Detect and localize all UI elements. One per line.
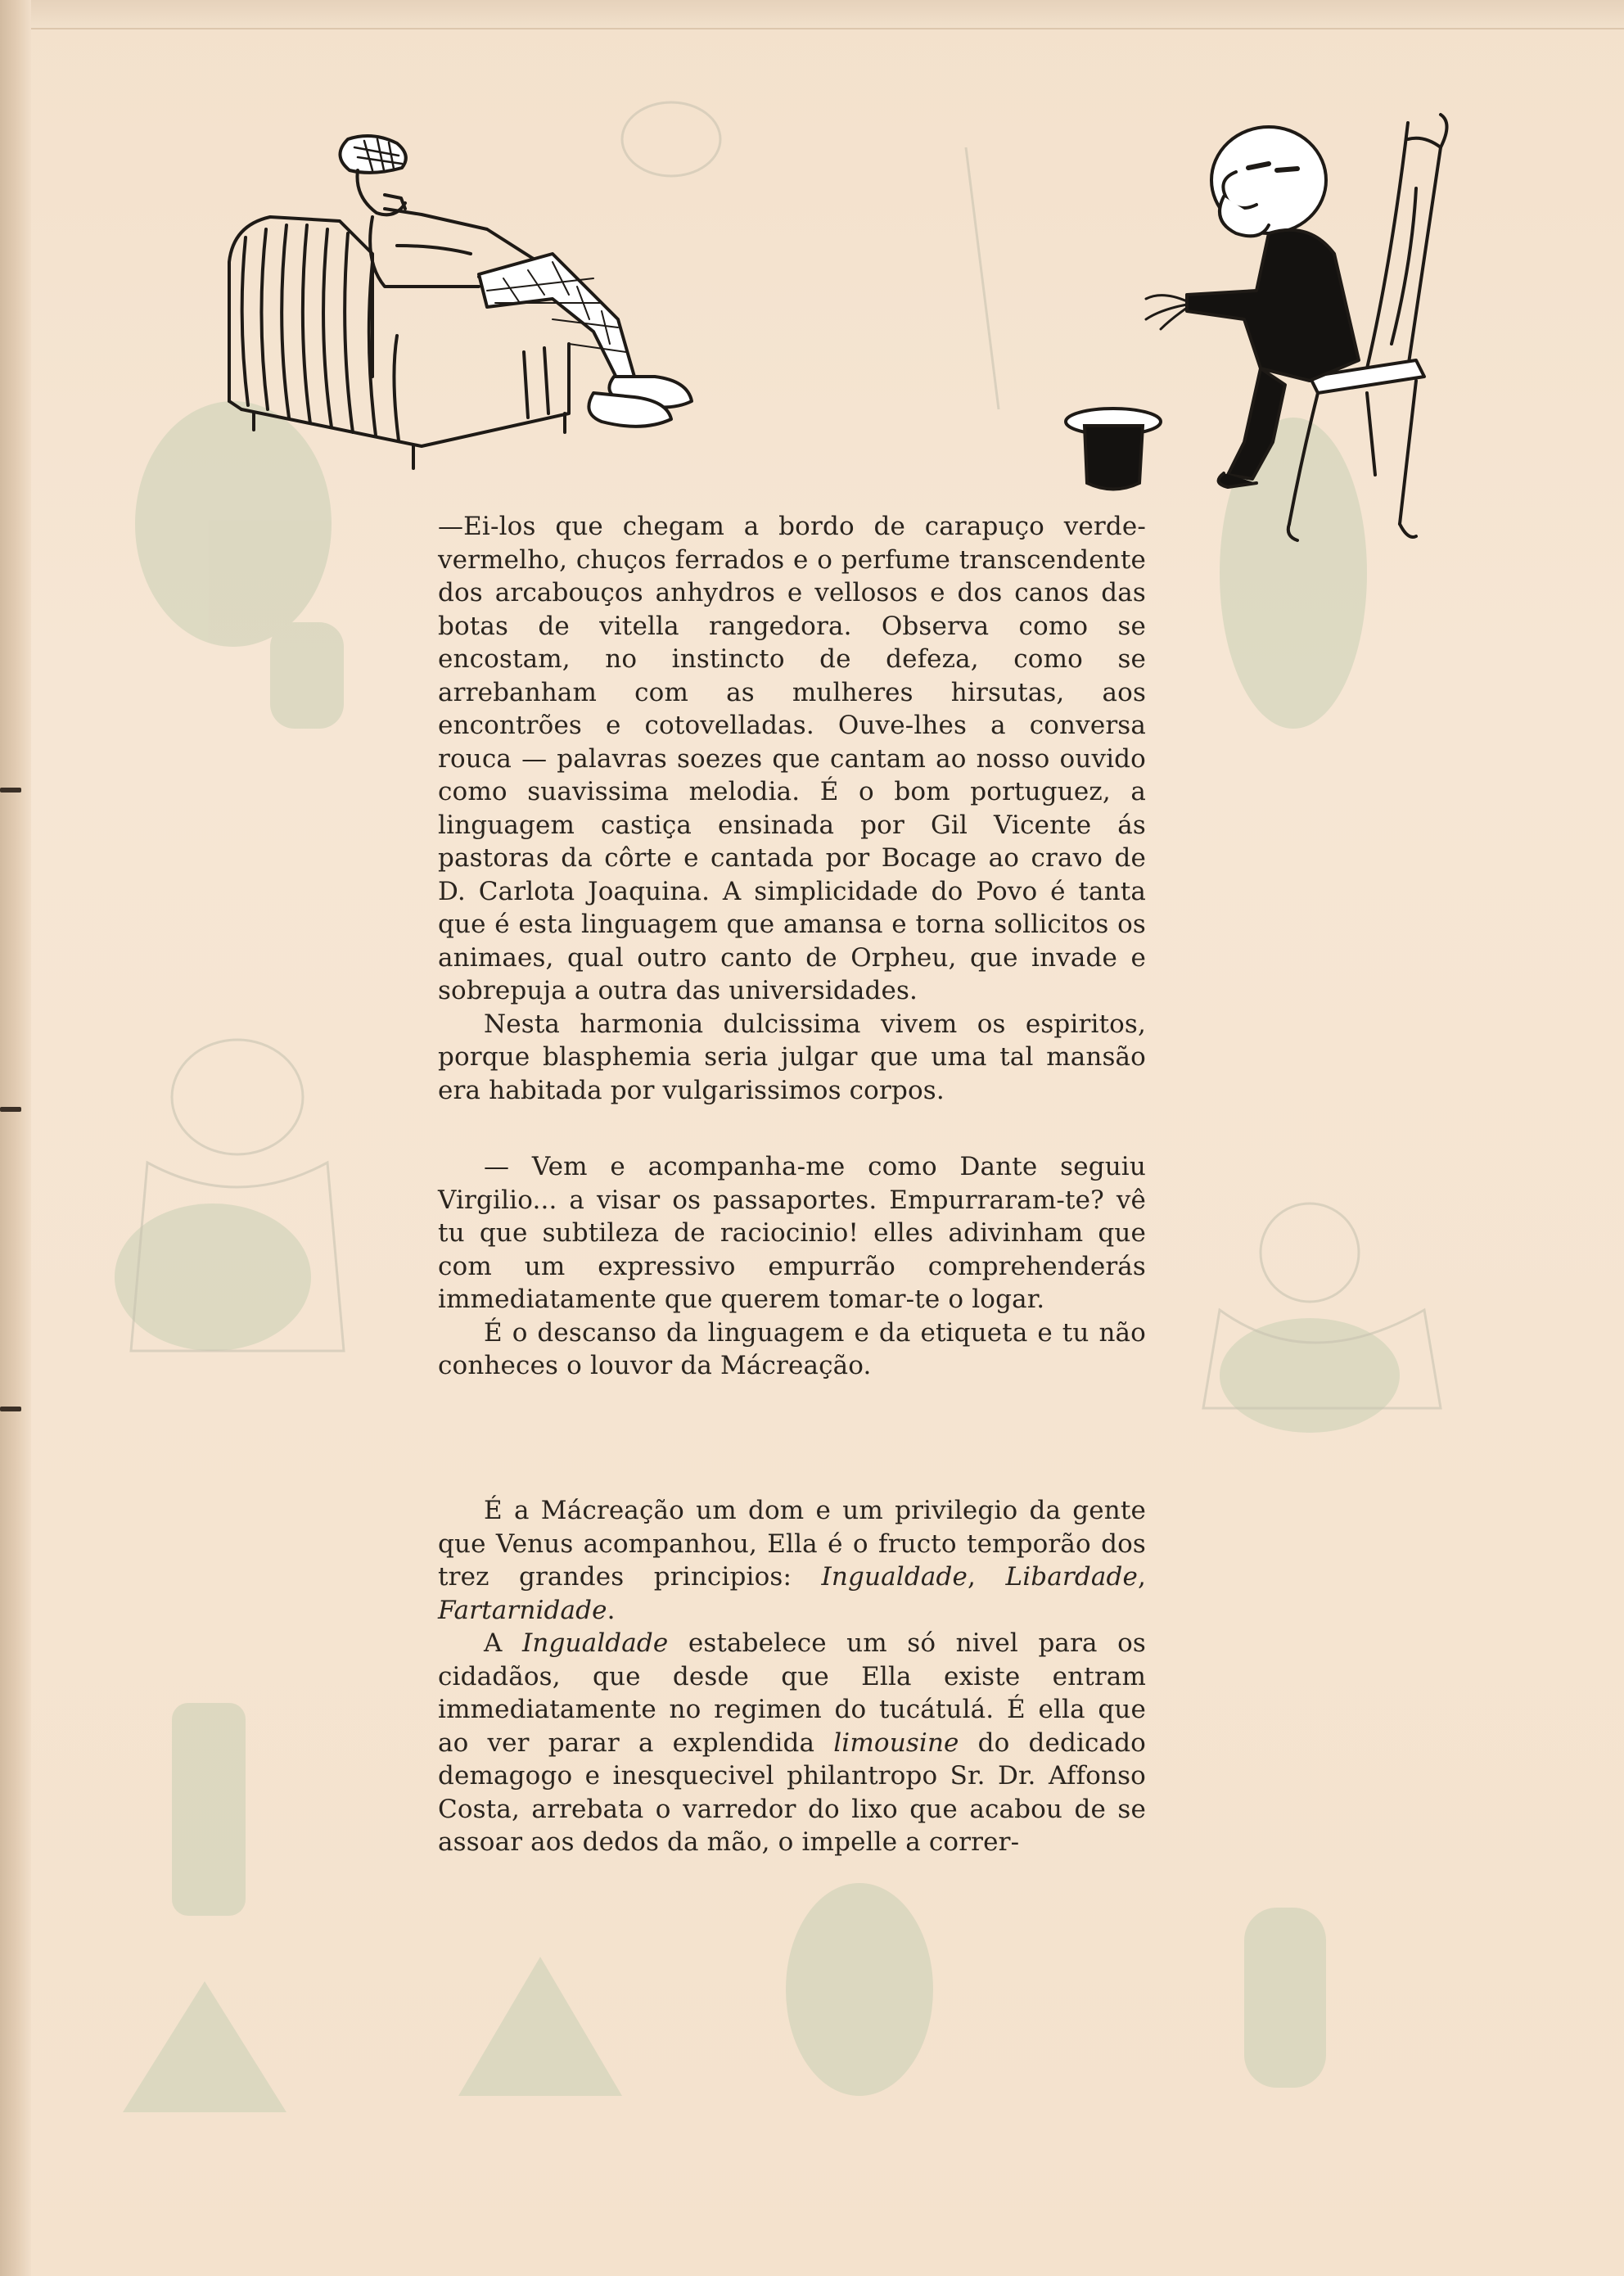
paragraph: — Vem e acompanha-me como Dante seguiu Virgilio... a visar os passaportes. Empurraram-te? vê tu que subtileza de raciocinio! elles adivinham que com um expressivo empurrão comprehenderás immediatamente que querem tomar-te o logar.	[438, 1152, 1146, 1314]
paragraph: É o descanso da linguagem e da etiqueta e tu não conheces o louvor da Mácreação.	[438, 1317, 1146, 1380]
text-run: do dedicado demagogo e inesquecivel philantropo Sr. Dr. Affonso Costa, arrebata o varredor do lixo que acabou de se assoar aos dedos da mão, o impelle a correr-	[438, 1727, 1146, 1857]
text-run: A	[484, 1628, 522, 1658]
ghost-figure	[1244, 1908, 1326, 2088]
italic-term: Fartarnidade	[438, 1595, 607, 1625]
italic-term: limousine	[833, 1727, 959, 1758]
text-run: ,	[1137, 1562, 1146, 1592]
ghost-figure-outline	[172, 1040, 303, 1154]
text-section-2	[438, 1150, 1146, 1383]
text-run: estabelece um só nivel para os cidadãos, que desde que Ella existe entram immediatamente no regimen do tucátulá. É ella que ao ver parar a explendida	[438, 1628, 1146, 1758]
italic-term: Ingualdade	[821, 1562, 968, 1592]
ghost-figure	[123, 1981, 286, 2112]
text-section-3	[438, 1494, 1146, 1859]
armchair-figure-illustration	[209, 131, 741, 491]
ghost-figure-outline	[966, 147, 999, 409]
paragraph	[438, 1494, 1146, 1627]
italic-term: Libardade	[1005, 1562, 1138, 1592]
text-section-1	[438, 510, 1146, 1107]
ghost-figure	[115, 1203, 311, 1351]
top-hat-icon	[1066, 409, 1161, 490]
ghost-figure	[458, 1957, 622, 2096]
text-run: É a Mácreação um dom e um privilegio da gente que Venus acompanhou, Ella é o fructo temporão dos trez grandes principios:	[438, 1496, 1146, 1592]
ghost-figure-outline	[1261, 1203, 1359, 1302]
paragraph: Nesta harmonia dulcissima vivem os espiritos, porque blasphemia seria julgar que uma tal mansão era habitada por vulgarissimos corpos.	[438, 1009, 1146, 1105]
ghost-figure	[1220, 1318, 1400, 1433]
text-run: .	[607, 1595, 616, 1625]
ghost-figure	[172, 1703, 246, 1916]
old-man-chair-illustration	[1064, 98, 1490, 557]
paragraph: —Ei-los que chegam a bordo de carapuço verde-vermelho, chuços ferrados e o perfume transcendente dos arcabouços anhydros e vellosos e dos canos das botas de vitella rangedora. Observa como se encostam, no instincto de defeza, como se arrebanham com as mulheres hirsutas, aos encontrões e cotovelladas. Ouve-lhes a conversa rouca — palavras soezes que cantam ao nosso ouvido como suavissima melodia. É o bom portuguez, a linguagem castiça ensinada por Gil Vicente ás pastoras da côrte e cantada por Bocage ao cravo de D. Carlota Joaquina. A simplicidade do Povo é tanta que é esta linguagem que amansa e torna sollicitos os animaes, qual outro canto de Orpheu, que invade e sobrepuja a outra das universidades.	[438, 512, 1146, 1005]
italic-term: Ingualdade	[521, 1628, 669, 1658]
text-run: ,	[967, 1562, 1006, 1592]
paragraph	[438, 1627, 1146, 1859]
ghost-figure	[786, 1883, 933, 2096]
ghost-figure	[270, 622, 344, 729]
